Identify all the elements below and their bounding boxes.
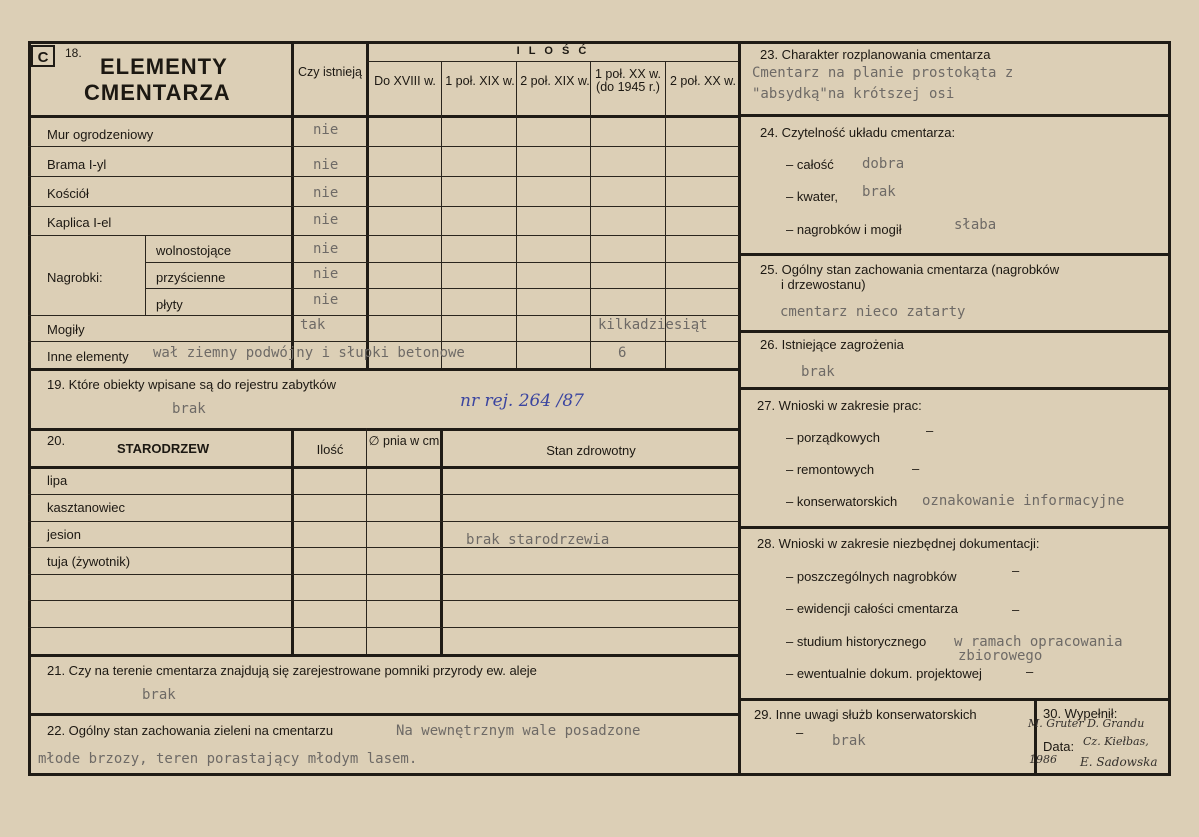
q27-item-label: – remontowych [786, 462, 875, 477]
q28-item-label: – ewidencji całości cmentarza [786, 601, 958, 616]
nagrobki-label: Nagrobki: [47, 270, 103, 285]
q26-answer: brak [801, 364, 835, 380]
row-exists: nie [313, 292, 339, 308]
grid-line [366, 428, 367, 654]
period-col-2: 1 poł. XIX w. [445, 74, 515, 88]
q20-col-diam: ∅ pnia w cm [368, 434, 440, 448]
period-col-5: 2 poł. XX w. [669, 74, 736, 88]
tree-label: lipa [47, 473, 68, 488]
tree-label: tuja (żywotnik) [47, 554, 131, 569]
grid-line [28, 368, 739, 371]
grid-line [28, 206, 739, 207]
q26-label: 26. Istniejące zagrożenia [760, 337, 904, 352]
q30-date-label: Data: [1043, 739, 1075, 754]
q27-label: 27. Wnioski w zakresie prac: [757, 398, 922, 413]
grid-line [28, 547, 739, 548]
q30-year: 1986 [1029, 753, 1057, 766]
q28-item-value2: zbiorowego [958, 648, 1043, 664]
q22-answer-line2: młode brzozy, teren porastający młodym lasem. [38, 751, 418, 767]
section-number: 18. [65, 46, 82, 60]
q24-item-label: – nagrobków i mogił [786, 222, 902, 237]
grid-line [291, 428, 294, 654]
q30-label: 30. Wypełnił: [1043, 706, 1118, 721]
grid-line [28, 627, 739, 628]
row-exists: nie [313, 185, 339, 201]
q30-signature-2: Cz. Kiełbas, [1083, 735, 1149, 748]
period-col-1: Do XVIII w. [374, 74, 436, 88]
grid-line [28, 654, 739, 657]
grid-line [28, 176, 739, 177]
q28-item-value: w ramach opracowania [954, 634, 1123, 650]
grid-line [28, 315, 739, 316]
q24-item-value: brak [862, 184, 896, 200]
q29-dash: – [796, 725, 804, 740]
title-line2: CMENTARZA [84, 80, 231, 105]
q29-answer: brak [832, 733, 866, 749]
q25-answer: cmentarz nieco zatarty [780, 304, 966, 320]
tree-label: kasztanowiec [47, 500, 126, 515]
grid-line [28, 713, 739, 716]
q28-item-value: – [1012, 602, 1020, 617]
q24-item-label: – całość [786, 157, 834, 172]
q28-item-label: – poszczególnych nagrobków [786, 569, 957, 584]
mogily-quantity: kilkadziesiąt [598, 317, 708, 333]
row-label: płyty [156, 297, 183, 312]
grid-line [28, 600, 739, 601]
q20-answer: brak starodrzewia [466, 532, 610, 548]
row-exists: nie [313, 266, 339, 282]
row-label: Kaplica I-el [47, 215, 112, 230]
period-col-3: 2 poł. XIX w. [520, 74, 590, 88]
grid-line [28, 146, 739, 147]
q20-col-qty: Ilość [316, 442, 344, 457]
grid-line [738, 330, 1171, 333]
grid-line [366, 41, 369, 368]
tree-label: jesion [47, 527, 81, 542]
row-label: wolnostojące [156, 243, 232, 258]
q20-title: STARODRZEW [117, 441, 210, 456]
center-divider [738, 41, 741, 776]
grid-line [441, 62, 442, 368]
grid-line [145, 262, 739, 263]
q23-answer-line2: "absydką"na krótszej osi [752, 86, 955, 102]
q27-item-label: – konserwatorskich [786, 494, 898, 509]
q20-col-health: Stan zdrowotny [546, 443, 636, 458]
row-label: Kościół [47, 186, 89, 201]
q27-item-value: – [912, 461, 920, 476]
q24-label: 24. Czytelność układu cmentarza: [760, 125, 956, 140]
q21-label: 21. Czy na terenie cmentarza znajdują się zarejestrowane pomniki przyrody ew. aleje [47, 663, 537, 678]
q27-item-value: – [926, 423, 934, 438]
grid-line [145, 235, 146, 315]
inne-label: Inne elementy [47, 349, 129, 364]
row-label: Brama I-yl [47, 157, 107, 172]
q27-item-value: oznakowanie informacyjne [922, 493, 1125, 509]
q28-item-value: – [1012, 563, 1020, 578]
grid-line [28, 494, 739, 495]
mogily-exists: tak [300, 317, 326, 333]
q28-item-value: – [1026, 664, 1034, 679]
q25-label-line1: 25. Ogólny stan zachowania cmentarza (nagrobków [760, 262, 1060, 277]
period-col-4: 1 poł. XX w. (do 1945 r.) [594, 67, 661, 94]
grid-line [367, 61, 739, 62]
q21-answer: brak [142, 687, 176, 703]
col-quantity: I L O Ś Ć [516, 45, 590, 57]
grid-line [28, 428, 739, 431]
q29-label: 29. Inne uwagi służb konserwatorskich [754, 707, 977, 722]
col-exists: Czy istnieją [298, 65, 362, 79]
q19-handwritten-register: nr rej. 264 /87 [460, 391, 584, 411]
row-exists: nie [313, 122, 339, 138]
q30-signature-3: E. Sadowska [1080, 755, 1158, 769]
grid-line [28, 341, 739, 342]
q22-answer-line1: Na wewnętrznym wale posadzone [396, 723, 641, 739]
grid-line [28, 235, 739, 236]
grid-line [738, 114, 1171, 117]
row-exists: nie [313, 241, 339, 257]
grid-line [738, 387, 1171, 390]
q23-label: 23. Charakter rozplanowania cmentarza [760, 47, 991, 62]
header-rule [28, 115, 739, 118]
title-line1: ELEMENTY [100, 54, 228, 79]
q22-label: 22. Ogólny stan zachowania zieleni na cmentarzu [47, 723, 334, 738]
row-label: Mur ogrodzeniowy [47, 127, 154, 142]
inne-count: 6 [618, 345, 627, 361]
mogily-label: Mogiły [47, 322, 85, 337]
q28-item-label: – studium historycznego [786, 634, 927, 649]
q28-label: 28. Wnioski w zakresie niezbędnej dokumentacji: [757, 536, 1040, 551]
inne-value: wał ziemny podwójny i słupki betonowe [153, 345, 465, 361]
grid-line [516, 62, 517, 368]
grid-line [738, 526, 1171, 529]
q24-item-value: dobra [862, 156, 905, 172]
row-exists: nie [313, 212, 339, 228]
row-exists: nie [313, 157, 339, 173]
row-label: przyścienne [156, 270, 226, 285]
grid-line [28, 521, 739, 522]
q28-item-label: – ewentualnie dokum. projektowej [786, 666, 982, 681]
q19-label: 19. Które obiekty wpisane są do rejestru zabytków [47, 377, 337, 392]
grid-line [738, 253, 1171, 256]
grid-line [28, 466, 739, 469]
q20-number: 20. [47, 433, 66, 448]
q23-answer-line1: Cmentarz na planie prostokąta z [752, 65, 1014, 81]
q24-item-value: słaba [954, 217, 997, 233]
section-letter-box: C [31, 45, 55, 67]
q27-item-label: – porządkowych [786, 430, 880, 445]
grid-line [291, 41, 294, 368]
grid-line [145, 288, 739, 289]
q25-label-line2: i drzewostanu) [781, 277, 866, 292]
grid-line [28, 574, 739, 575]
grid-line [590, 62, 591, 368]
q24-item-label: – kwater, [786, 189, 839, 204]
q30-signature-1: M. Gruter D. Grandu [1028, 717, 1145, 730]
q19-answer: brak [172, 401, 206, 417]
grid-line [738, 698, 1171, 701]
grid-line [440, 428, 443, 654]
